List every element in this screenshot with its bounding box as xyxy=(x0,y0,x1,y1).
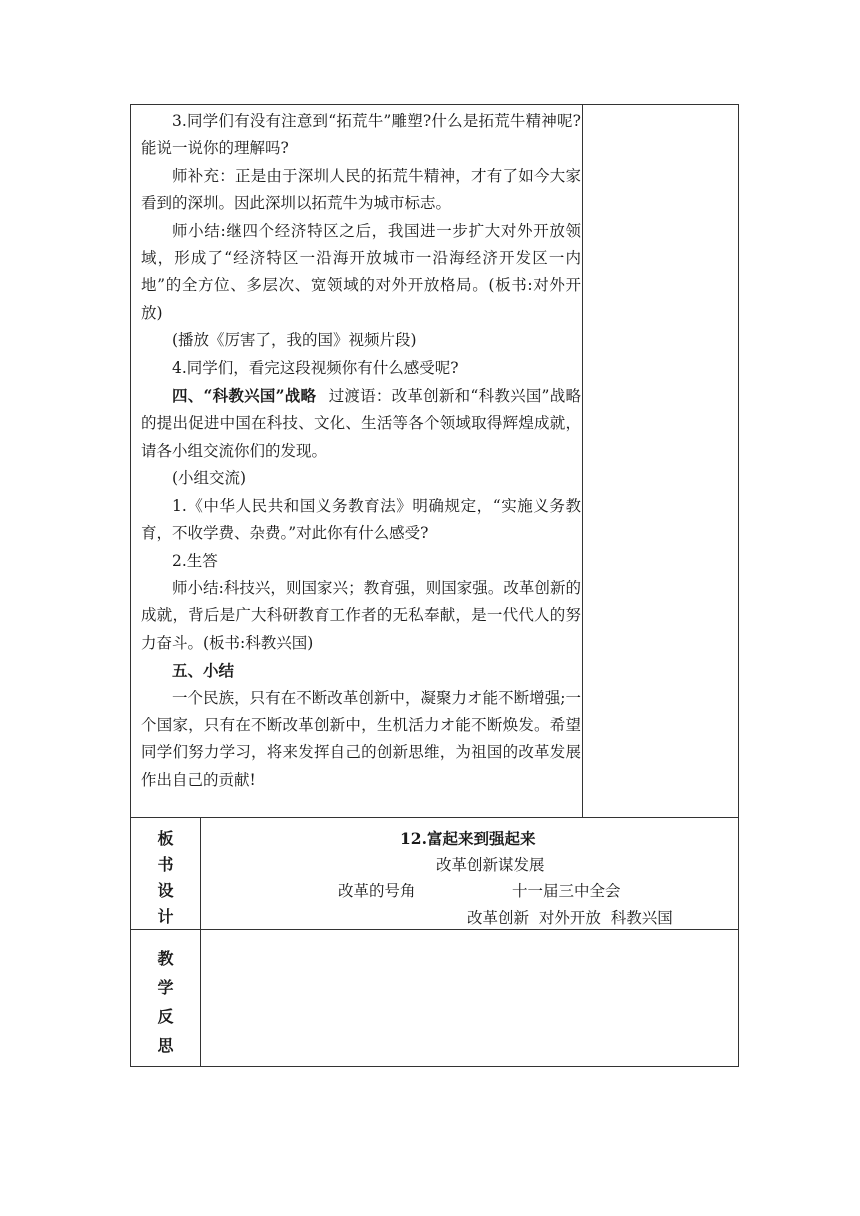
board-bottom: 改革创新 对外开放 科教兴国 xyxy=(467,909,673,927)
row-divider-reflection xyxy=(130,929,739,930)
education-law-question: 1.《中华人民共和国义务教育法》明确规定，“实施义务教育，不收学费、杂费。”对此你有什么感受? xyxy=(141,496,581,543)
reflection-label-char: 反 xyxy=(157,1007,174,1026)
group-discussion: (小组交流) xyxy=(172,469,247,488)
board-label-char: 计 xyxy=(157,907,174,926)
board-label-char: 板 xyxy=(157,829,174,848)
board-line-1: 改革创新谋发展 xyxy=(436,856,545,874)
reflection-label-char: 教 xyxy=(157,949,174,968)
board-title: 12.富起来到强起来 xyxy=(400,829,536,848)
row-divider-board xyxy=(130,817,739,818)
column-divider-labels xyxy=(200,817,201,1067)
question-3: 3.同学们有没有注意到“拓荒牛”雕塑?什么是拓荒牛精神呢?能说一说你的理解吗? xyxy=(141,112,581,158)
reflection-label-char: 思 xyxy=(157,1036,174,1055)
student-answer: 2.生答 xyxy=(172,551,218,570)
section-5-text: 一个民族，只有在不断改革创新中，凝聚力オ能不断增强;一个国家，只有在不断改革创新中，生机活力オ能不断焕发。希望同学们努力学习，将来发挥自己的创新思维，为祖国的改革发展作出自己的贡献! xyxy=(141,688,581,789)
board-design-label xyxy=(131,826,200,930)
board-left: 改革的号角 xyxy=(338,882,416,900)
section-4-transition: 过渡语：改革创新和“科教兴国”战略的提出促进中国在科技、文化、生活等各个领域取得辉煌成就，请各小组交流你们的发现。 xyxy=(141,387,581,460)
column-divider-notes xyxy=(582,104,583,818)
section-4-heading: 四、“科教兴国”战略 xyxy=(172,386,317,406)
board-label-char: 书 xyxy=(157,855,174,874)
question-4: 4.同学们，看完这段视频你有什么感受呢? xyxy=(172,358,459,377)
video-note: (播放《厉害了，我的国》视频片段) xyxy=(172,331,417,350)
teacher-summary-science: 师小结:科技兴，则国家兴；教育强，则国家强。改革创新的成就，背后是广大科研教育工作者的无私奉献，是一代代人的努力奋斗。(板书:科教兴国) xyxy=(141,578,581,652)
lesson-content xyxy=(141,108,581,794)
teacher-summary-opening: 师小结:继四个经济特区之后，我国进一步扩大对外开放领域，形成了“经济特区一沿海开放城市一沿海经济开发区一内地”的全方位、多层次、宽领域的对外开放格局。(板书:对外开放) xyxy=(141,221,581,322)
teacher-supplement: 师补充：正是由于深圳人民的拓荒牛精神，才有了如今大家看到的深圳。因此深圳以拓荒牛为城市标志。 xyxy=(141,166,581,213)
board-label-char: 设 xyxy=(157,881,174,900)
section-5-heading: 五、小结 xyxy=(172,661,235,681)
reflection-label-char: 学 xyxy=(157,978,174,997)
section-4 xyxy=(141,382,581,465)
reflection-label xyxy=(131,944,200,1060)
board-right: 十一届三中全会 xyxy=(512,882,621,900)
